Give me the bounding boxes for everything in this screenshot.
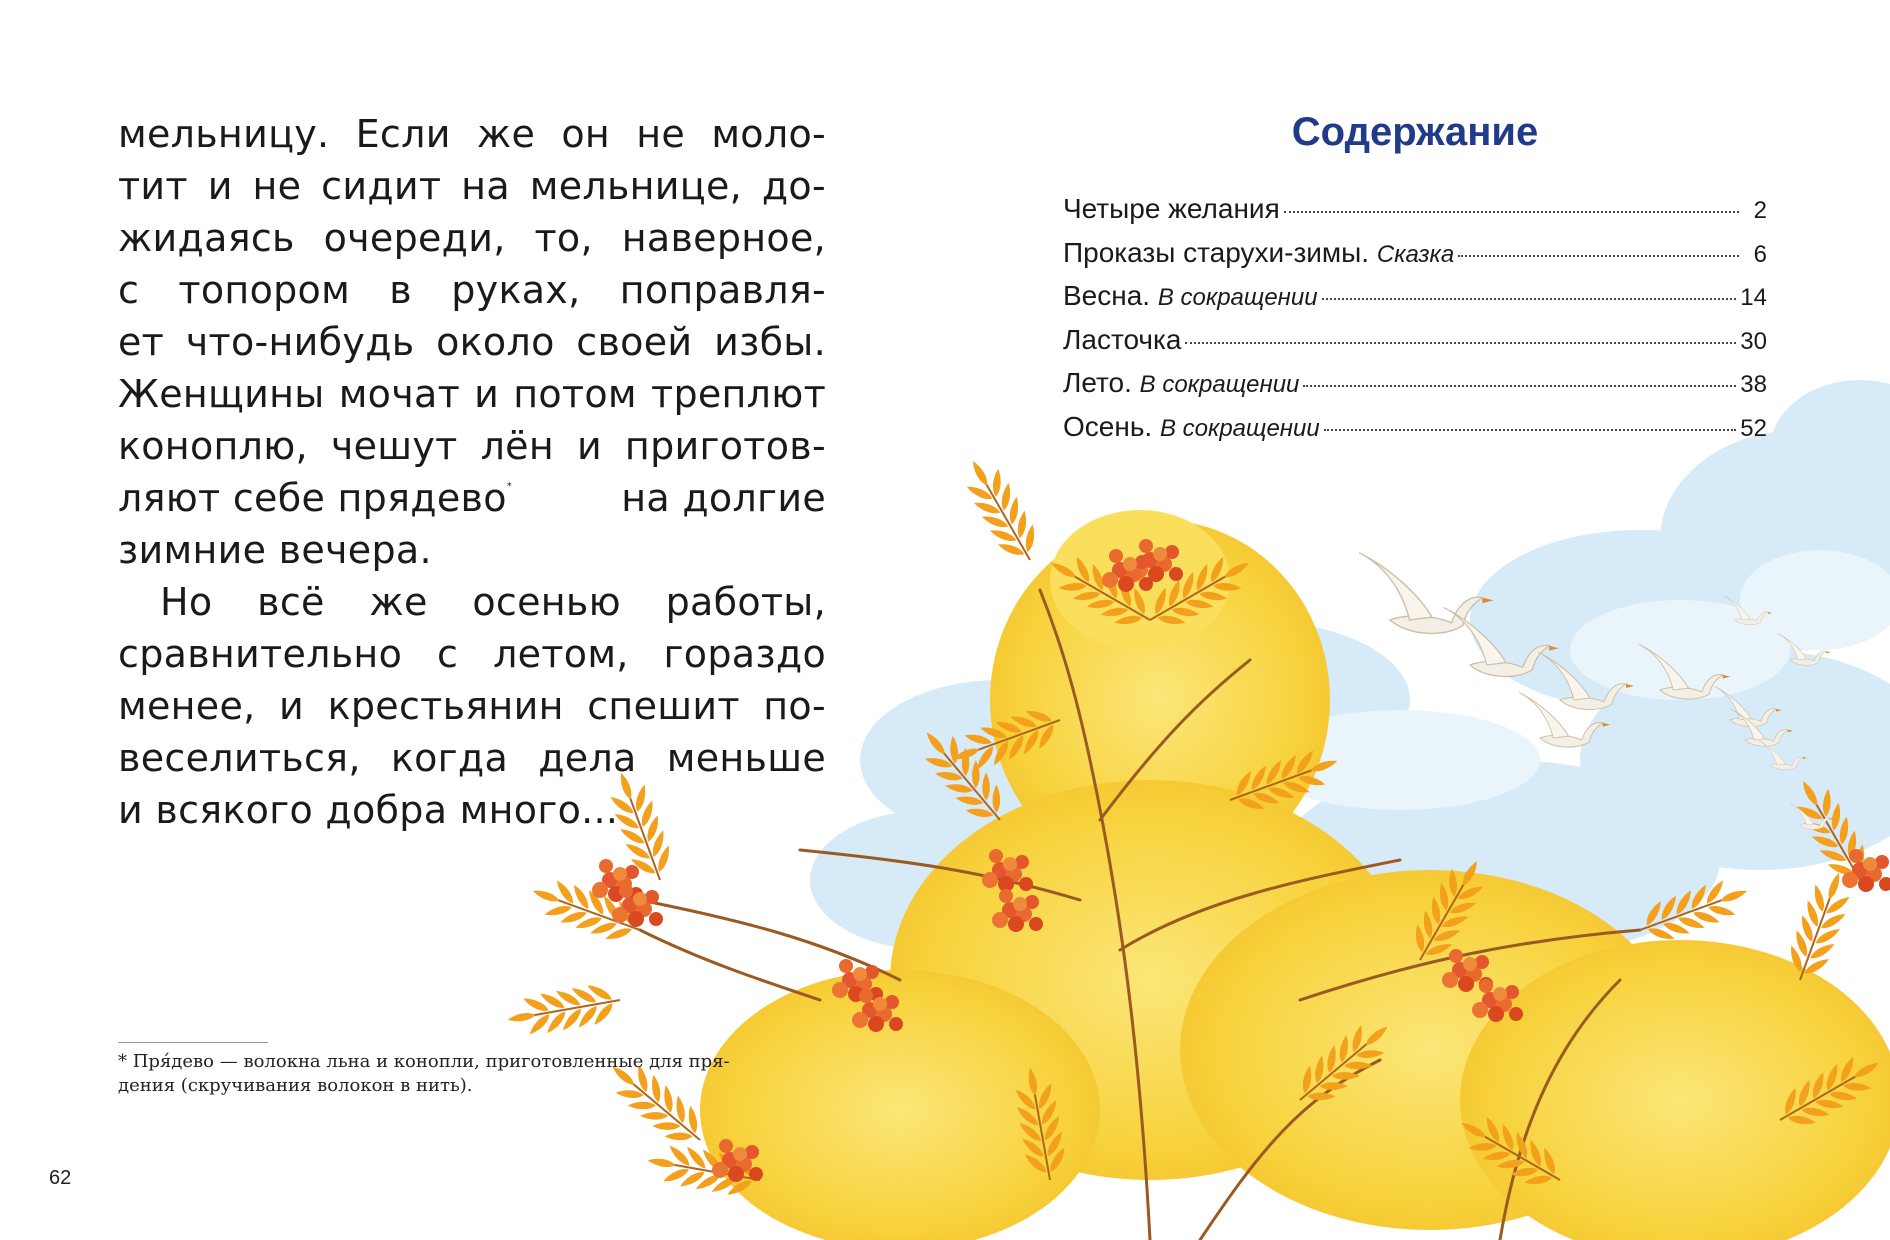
toc-page-number: 2 (1753, 197, 1767, 224)
toc-entry[interactable] (1063, 411, 1767, 455)
footnote (118, 1050, 794, 1098)
body-line: сравнительно с летом, гораздо (118, 632, 826, 676)
toc-entry-title: Проказы старухи-зимы. Сказка (1063, 236, 1455, 268)
toc-leader (1322, 298, 1737, 300)
toc-entry[interactable] (1063, 193, 1767, 237)
toc-page-number: 14 (1740, 284, 1767, 311)
toc-page-number: 52 (1740, 414, 1767, 442)
toc-page-number: 30 (1740, 327, 1767, 355)
body-line: мельницу. Если же он не моло- (118, 112, 826, 156)
toc-leader (1303, 385, 1736, 387)
body-line (118, 472, 826, 524)
footnote-line: дения (скручивания волокон в нить). (118, 1075, 473, 1096)
toc-entry[interactable] (1063, 237, 1767, 281)
toc-entry-title: Четыре желания (1063, 193, 1280, 224)
body-line: жидаясь очереди, то, наверное, (118, 216, 826, 260)
body-line: ет что-нибудь около своей избы. (118, 320, 826, 364)
body-line: зимние вечера. (118, 528, 432, 572)
footnote-line: * Пря́дево — волокна льна и конопли, приготовленные для пря- (118, 1051, 730, 1072)
body-line-part: ляют себе прядево* (118, 476, 513, 520)
body-text (118, 108, 826, 836)
body-line: тит и не сидит на мельнице, до- (118, 164, 826, 208)
body-line: менее, и крестьянин спешит по- (118, 684, 826, 728)
body-line: Но всё же осенью работы, (160, 580, 826, 624)
toc-entry-title: Ласточка (1063, 323, 1182, 355)
toc-entry[interactable] (1063, 280, 1767, 324)
toc-entry-title: Весна. В сокращении (1063, 280, 1318, 311)
footnote-marker[interactable]: * (506, 481, 513, 492)
body-line: коноплю, чешут лён и приготов- (118, 424, 826, 468)
body-line: веселиться, когда дела меньше (118, 736, 826, 780)
toc-leader (1324, 429, 1737, 431)
toc-title: Содержание (1291, 110, 1539, 154)
body-line: и всякого добра много... (118, 788, 619, 832)
toc-page-number: 6 (1753, 240, 1767, 268)
toc-entry[interactable] (1063, 324, 1767, 368)
toc-entry-title: Лето. В сокращении (1063, 367, 1300, 398)
toc-entry-title: Осень. В сокращении (1063, 410, 1320, 442)
body-line-part: на долгие (621, 476, 826, 520)
toc-leader (1458, 255, 1739, 257)
body-line: Женщины мочат и потом треплют (118, 372, 826, 416)
toc-leader (1284, 211, 1739, 213)
toc-page-number: 38 (1740, 371, 1767, 398)
toc-leader (1185, 342, 1736, 344)
body-line: с топором в руках, поправля- (118, 268, 826, 312)
toc-entry[interactable] (1063, 367, 1767, 411)
page-number: 62 (49, 1167, 72, 1189)
footnote-divider (118, 1042, 268, 1043)
table-of-contents (1063, 193, 1767, 454)
